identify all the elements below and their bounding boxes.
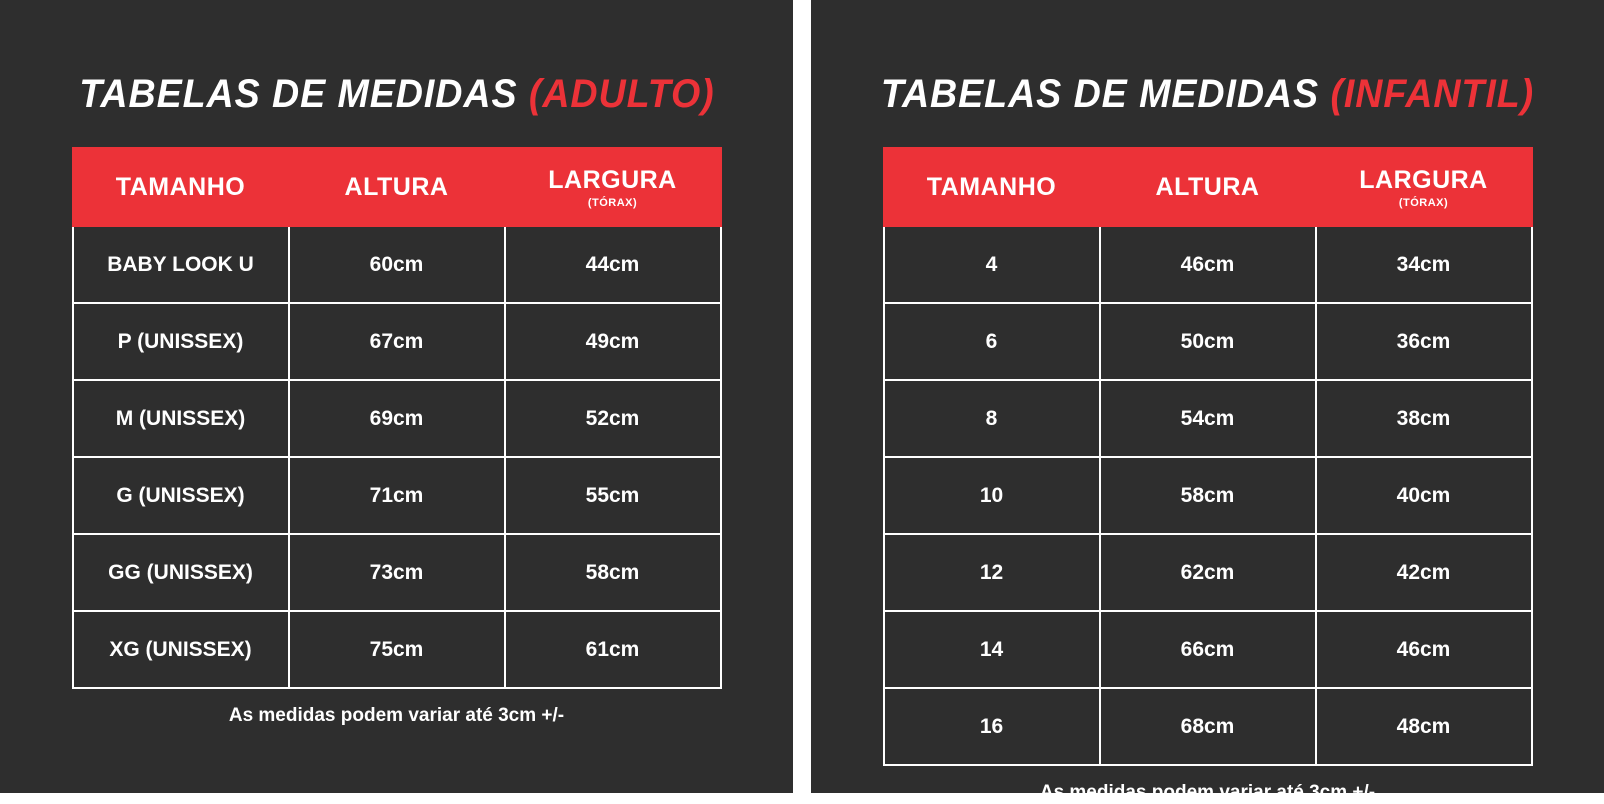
table-body-infantil bbox=[884, 226, 1532, 765]
cell-tamanho: XG (UNISSEX) bbox=[73, 611, 289, 688]
size-table-infantil bbox=[883, 147, 1533, 766]
column-header-largura-sub: (TÓRAX) bbox=[1398, 196, 1449, 209]
table-row bbox=[73, 226, 721, 303]
table-header-infantil bbox=[884, 148, 1532, 226]
table-row bbox=[884, 688, 1532, 765]
column-header-largura-sub: (TÓRAX) bbox=[587, 196, 638, 209]
table-row bbox=[73, 303, 721, 380]
table-header-adulto bbox=[73, 148, 721, 226]
cell-altura: 62cm bbox=[1100, 534, 1316, 611]
cell-altura: 60cm bbox=[289, 226, 505, 303]
cell-altura: 75cm bbox=[289, 611, 505, 688]
column-header-tamanho: TAMANHO bbox=[73, 148, 289, 226]
cell-tamanho: 4 bbox=[884, 226, 1100, 303]
cell-altura: 50cm bbox=[1100, 303, 1316, 380]
cell-altura: 71cm bbox=[289, 457, 505, 534]
cell-largura: 55cm bbox=[505, 457, 721, 534]
size-table-adulto bbox=[72, 147, 722, 689]
cell-tamanho: G (UNISSEX) bbox=[73, 457, 289, 534]
cell-tamanho: 14 bbox=[884, 611, 1100, 688]
page-title-infantil bbox=[881, 72, 1534, 117]
table-body-adulto bbox=[73, 226, 721, 688]
cell-altura: 68cm bbox=[1100, 688, 1316, 765]
cell-largura: 46cm bbox=[1316, 611, 1532, 688]
cell-altura: 66cm bbox=[1100, 611, 1316, 688]
cell-altura: 69cm bbox=[289, 380, 505, 457]
panel-infantil bbox=[811, 0, 1604, 803]
cell-tamanho: 12 bbox=[884, 534, 1100, 611]
table-row bbox=[884, 611, 1532, 688]
table-header-row bbox=[73, 148, 721, 226]
title-accent-text: (ADULTO) bbox=[528, 72, 715, 116]
cell-tamanho: P (UNISSEX) bbox=[73, 303, 289, 380]
cell-largura: 49cm bbox=[505, 303, 721, 380]
note-adulto: As medidas podem variar até 3cm +/- bbox=[228, 705, 565, 726]
column-header-altura: ALTURA bbox=[289, 148, 505, 226]
cell-tamanho: 16 bbox=[884, 688, 1100, 765]
cell-altura: 58cm bbox=[1100, 457, 1316, 534]
note-infantil: As medidas podem variar até 3cm +/- bbox=[1039, 782, 1376, 803]
table-row bbox=[884, 534, 1532, 611]
table-row bbox=[73, 611, 721, 688]
cell-altura: 54cm bbox=[1100, 380, 1316, 457]
cell-tamanho: M (UNISSEX) bbox=[73, 380, 289, 457]
title-main-text: TABELAS DE MEDIDAS bbox=[880, 72, 1320, 116]
cell-tamanho: GG (UNISSEX) bbox=[73, 534, 289, 611]
cell-largura: 34cm bbox=[1316, 226, 1532, 303]
cell-largura: 38cm bbox=[1316, 380, 1532, 457]
column-header-largura-label: LARGURA bbox=[1359, 165, 1488, 194]
table-row bbox=[884, 457, 1532, 534]
table-wrap-adulto bbox=[72, 147, 722, 689]
column-header-tamanho: TAMANHO bbox=[884, 148, 1100, 226]
cell-largura: 36cm bbox=[1316, 303, 1532, 380]
title-accent-text: (INFANTIL) bbox=[1330, 72, 1535, 116]
cell-tamanho: 6 bbox=[884, 303, 1100, 380]
page-title-adulto bbox=[79, 72, 714, 117]
cell-largura: 42cm bbox=[1316, 534, 1532, 611]
cell-tamanho: 10 bbox=[884, 457, 1100, 534]
column-header-largura-label: LARGURA bbox=[548, 165, 677, 194]
cell-largura: 48cm bbox=[1316, 688, 1532, 765]
column-header-altura: ALTURA bbox=[1100, 148, 1316, 226]
table-row bbox=[73, 457, 721, 534]
table-row bbox=[884, 380, 1532, 457]
cell-largura: 40cm bbox=[1316, 457, 1532, 534]
table-wrap-infantil bbox=[883, 147, 1533, 766]
cell-altura: 73cm bbox=[289, 534, 505, 611]
panel-adulto bbox=[0, 0, 793, 793]
cell-altura: 46cm bbox=[1100, 226, 1316, 303]
cell-largura: 61cm bbox=[505, 611, 721, 688]
table-row bbox=[73, 380, 721, 457]
column-header-largura bbox=[505, 148, 721, 226]
cell-tamanho: 8 bbox=[884, 380, 1100, 457]
cell-largura: 44cm bbox=[505, 226, 721, 303]
cell-tamanho: BABY LOOK U bbox=[73, 226, 289, 303]
cell-largura: 58cm bbox=[505, 534, 721, 611]
title-main-text: TABELAS DE MEDIDAS bbox=[78, 72, 518, 116]
cell-altura: 67cm bbox=[289, 303, 505, 380]
table-row bbox=[73, 534, 721, 611]
table-row bbox=[884, 226, 1532, 303]
table-header-row bbox=[884, 148, 1532, 226]
table-row bbox=[884, 303, 1532, 380]
column-header-largura bbox=[1316, 148, 1532, 226]
cell-largura: 52cm bbox=[505, 380, 721, 457]
